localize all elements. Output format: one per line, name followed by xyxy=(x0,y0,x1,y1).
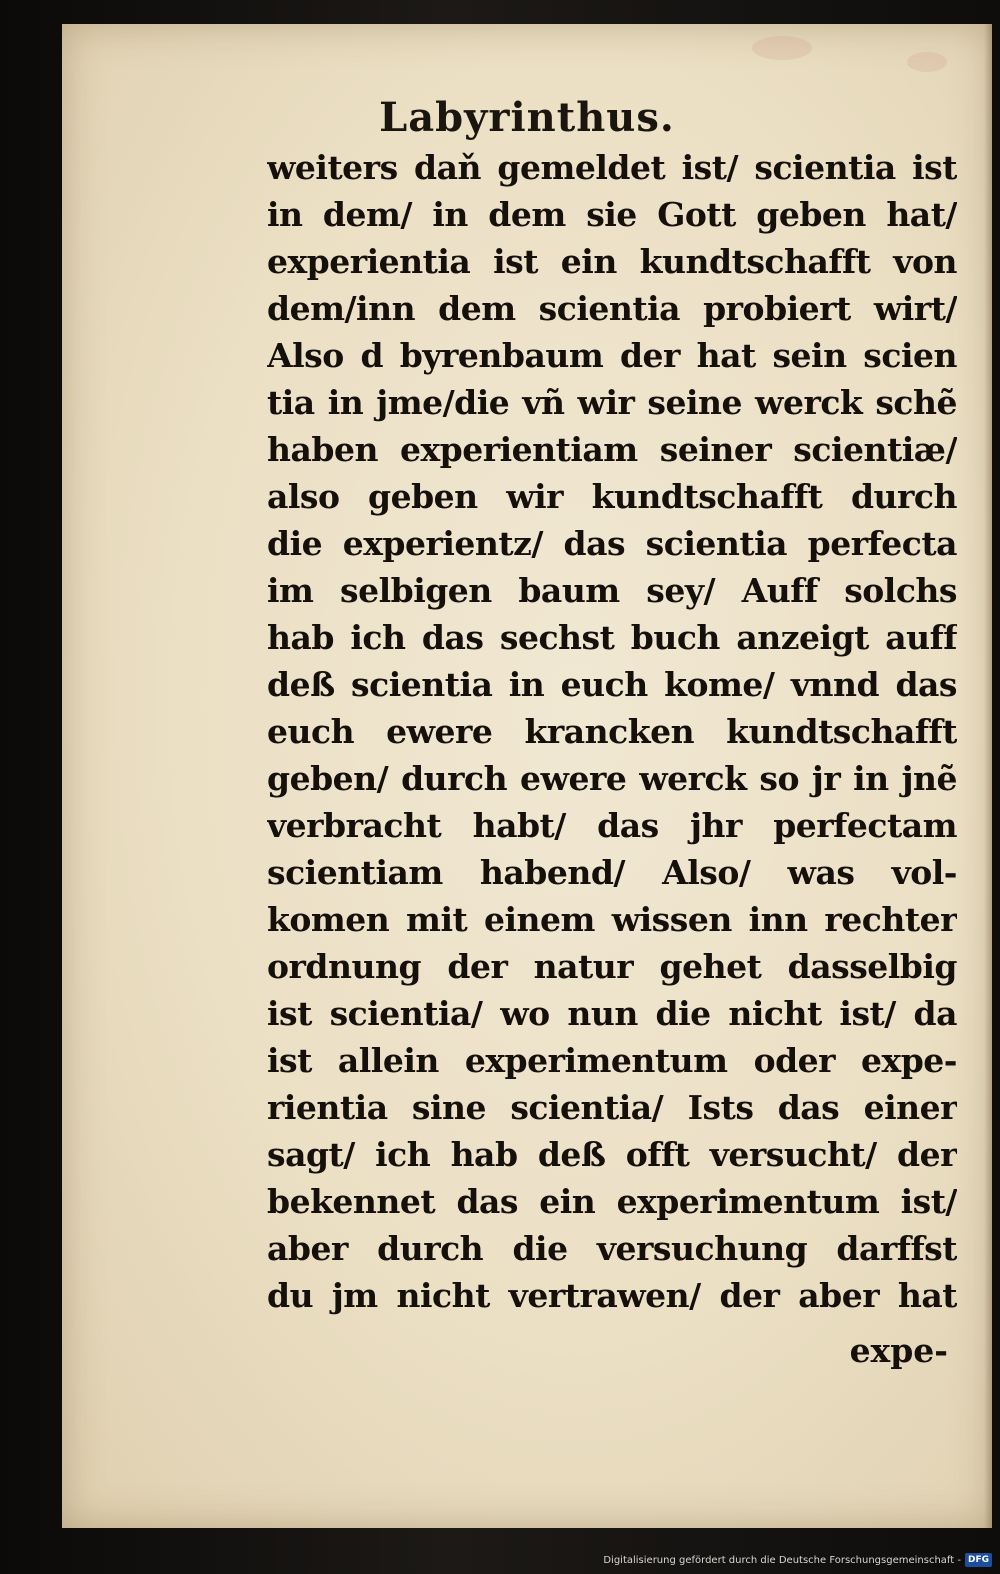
text-line: sagt/ ich hab deß offt versucht/ der xyxy=(267,1135,957,1174)
text-line: haben experientiam seiner scientiæ/ xyxy=(267,430,957,469)
text-line: experientia ist ein kundtschafft von xyxy=(267,242,957,281)
text-line: aber durch die versuchung darffst xyxy=(267,1229,957,1268)
text-line: weiters daň gemeldet ist/ scientia ist xyxy=(267,148,957,187)
dfg-logo: DFG xyxy=(965,1553,992,1567)
page-edge-shadow xyxy=(984,24,992,1528)
text-line: ist scientia/ wo nun die nicht ist/ da xyxy=(267,994,957,1033)
text-line: ist allein experimentum oder expe- xyxy=(267,1041,957,1080)
running-head: Labyrinthus. xyxy=(379,94,675,141)
text-line: im selbigen baum sey/ Auff solchs xyxy=(267,571,957,610)
text-line: rientia sine scientia/ Ists das einer xyxy=(267,1088,957,1127)
text-line: bekennet das ein experimentum ist/ xyxy=(267,1182,957,1221)
text-line: in dem/ in dem sie Gott geben hat/ xyxy=(267,195,957,234)
text-line: die experientz/ das scientia perfecta xyxy=(267,524,957,563)
paper-stain xyxy=(907,52,947,72)
text-line: geben/ durch ewere werck so jr in jnẽ xyxy=(267,759,957,798)
catchword: expe- xyxy=(849,1331,948,1370)
digitization-credit xyxy=(603,1552,992,1568)
text-line: verbracht habt/ das jhr perfectam xyxy=(267,806,957,845)
text-line: deß scientia in euch kome/ vnnd das xyxy=(267,665,957,704)
text-line: also geben wir kundtschafft durch xyxy=(267,477,957,516)
paper-stain xyxy=(752,36,812,60)
body-text xyxy=(267,144,957,1319)
text-line: du jm nicht vertrawen/ der aber hat xyxy=(267,1276,957,1315)
text-line: Also d byrenbaum der hat sein scien xyxy=(267,336,957,375)
credit-text: Digitalisierung gefördert durch die Deutsche Forschungsgemeinschaft - xyxy=(603,1554,961,1566)
book-page xyxy=(62,24,992,1528)
text-line: komen mit einem wissen inn rechter xyxy=(267,900,957,939)
text-line: tia in jme/die vñ wir seine werck schẽ xyxy=(267,383,957,422)
text-line: ordnung der natur gehet dasselbig xyxy=(267,947,957,986)
text-line: euch ewere krancken kundtschafft xyxy=(267,712,957,751)
text-line: scientiam habend/ Also/ was vol- xyxy=(267,853,957,892)
text-line: hab ich das sechst buch anzeigt auff xyxy=(267,618,957,657)
text-line: dem/inn dem scientia probiert wirt/ xyxy=(267,289,957,328)
